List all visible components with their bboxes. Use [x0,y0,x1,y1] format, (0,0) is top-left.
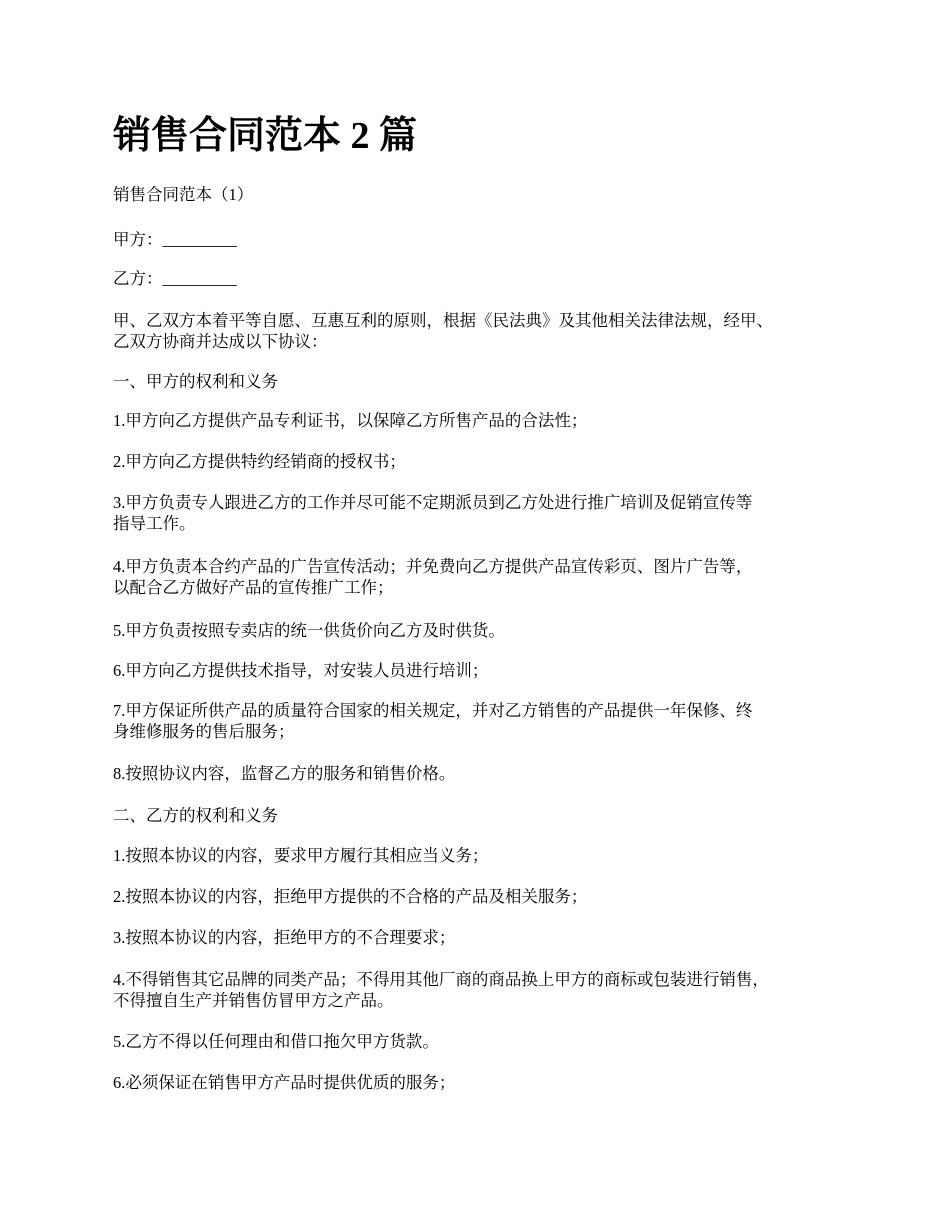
clause-b-3: 3.按照本协议的内容，拒绝甲方的不合理要求； [113,928,456,947]
paragraph-line: 指导工作。 [113,514,196,533]
clause-b-6: 6.必须保证在销售甲方产品时提供优质的服务； [113,1073,456,1092]
paragraph-line: 以配合乙方做好产品的宣传推广工作； [113,578,394,597]
clause-a-1: 1.甲方向乙方提供产品专利证书，以保障乙方所售产品的合法性； [113,411,588,430]
preamble-paragraph [113,310,853,352]
clause-a-7 [113,700,853,742]
paragraph-line: 不得擅自生产并销售仿冒甲方之产品。 [113,991,394,1010]
paragraph-line: 4.不得销售其它品牌的同类产品；不得用其他厂商的商品换上甲方的商标或包装进行销售， [113,970,769,989]
clause-b-4 [113,969,853,1011]
section-heading-contract-1: 销售合同范本（1） [113,185,254,204]
document-title: 销售合同范本 2 篇 [113,115,418,157]
clause-b-1: 1.按照本协议的内容，要求甲方履行其相应当义务； [113,846,489,865]
party-b-line: 乙方：_________ [113,269,237,288]
clause-a-8: 8.按照协议内容，监督乙方的服务和销售价格。 [113,764,456,783]
party-a-line: 甲方：_________ [113,230,237,249]
paragraph-line: 7.甲方保证所供产品的质量符合国家的相关规定，并对乙方销售的产品提供一年保修、终 [113,701,753,720]
clause-a-6: 6.甲方向乙方提供技术指导，对安装人员进行培训； [113,661,489,680]
paragraph-line: 甲、乙双方本着平等自愿、互惠互利的原则，根据《民法典》及其他相关法律法规，经甲、 [113,311,773,330]
paragraph-line: 乙双方协商并达成以下协议： [113,332,328,351]
clause-a-5: 5.甲方负责按照专卖店的统一供货价向乙方及时供货。 [113,621,505,640]
clause-a-3 [113,492,853,534]
paragraph-line: 身维修服务的售后服务； [113,722,295,741]
clause-a-4 [113,556,853,598]
clause-a-2: 2.甲方向乙方提供特约经销商的授权书； [113,452,406,471]
paragraph-line: 4.甲方负责本合约产品的广告宣传活动；并免费向乙方提供产品宣传彩页、图片广告等， [113,557,753,576]
section-heading-party-a: 一、甲方的权利和义务 [113,372,278,391]
paragraph-line: 3.甲方负责专人跟进乙方的工作并尽可能不定期派员到乙方处进行推广培训及促销宣传等 [113,493,753,512]
section-heading-party-b: 二、乙方的权利和义务 [113,806,278,825]
clause-b-5: 5.乙方不得以任何理由和借口拖欠甲方货款。 [113,1032,439,1051]
clause-b-2: 2.按照本协议的内容，拒绝甲方提供的不合格的产品及相关服务； [113,887,588,906]
